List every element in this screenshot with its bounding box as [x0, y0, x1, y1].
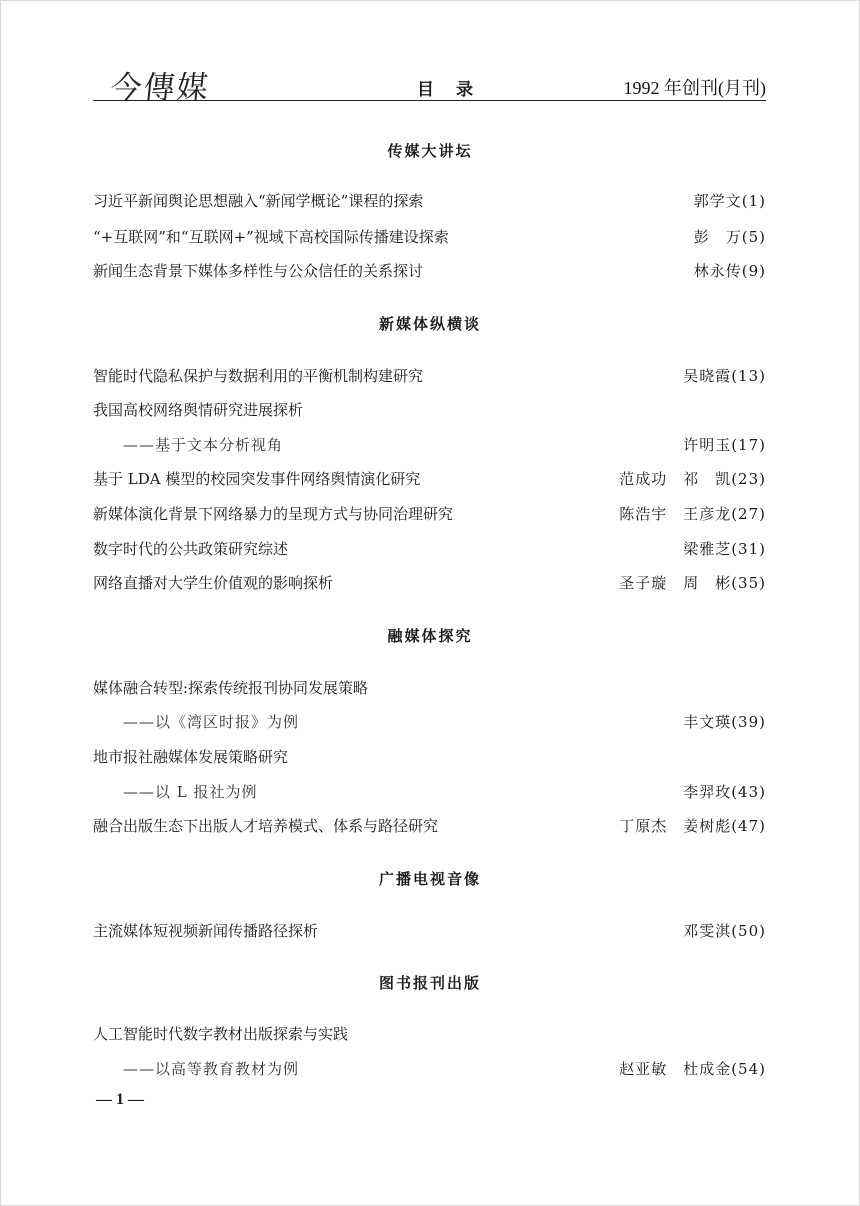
article-title: 数字时代的公共政策研究综述	[93, 540, 289, 558]
toc-entry-subtitle[interactable]	[93, 1057, 766, 1081]
article-author-page: 彭 万(5)	[693, 228, 766, 246]
article-title: “+互联网”和“互联网+”视域下高校国际传播建设探索	[93, 228, 449, 246]
toc-entry[interactable]	[93, 225, 766, 249]
toc-entry[interactable]	[93, 398, 766, 422]
toc-entry[interactable]	[93, 1022, 766, 1046]
article-author-page: 丰文瑛(39)	[683, 713, 766, 731]
article-author-page: 邓雯淇(50)	[683, 922, 766, 940]
toc-entry[interactable]	[93, 189, 766, 213]
article-title: 习近平新闻舆论思想融入“新闻学概论”课程的探索	[93, 192, 424, 210]
article-title: 我国高校网络舆情研究进展探析	[93, 401, 304, 419]
toc-entry-subtitle[interactable]	[93, 433, 766, 457]
article-author-page: 李羿玫(43)	[683, 783, 766, 801]
page-header	[93, 60, 766, 106]
article-author-page: 范成功 祁 凯(23)	[619, 470, 766, 488]
article-author-page: 许明玉(17)	[683, 436, 766, 454]
article-title: 网络直播对大学生价值观的影响探析	[93, 574, 334, 592]
article-title: 地市报社融媒体发展策略研究	[93, 748, 289, 766]
toc-entry[interactable]	[93, 814, 766, 838]
page-number: — 1 —	[96, 1091, 144, 1108]
article-title: 基于 LDA 模型的校园突发事件网络舆情演化研究	[93, 470, 421, 488]
section-title: 图书报刊出版	[378, 974, 481, 992]
article-subtitle: ——以 L 报社为例	[123, 783, 258, 801]
section-title: 新媒体纵横谈	[378, 315, 481, 333]
toc-entry[interactable]	[93, 676, 766, 700]
toc-entry[interactable]	[93, 537, 766, 561]
article-author-page: 陈浩宇 王彦龙(27)	[619, 505, 766, 523]
article-title: 媒体融合转型:探索传统报刊协同发展策略	[93, 679, 369, 697]
article-title: 智能时代隐私保护与数据利用的平衡机制构建研究	[93, 367, 424, 385]
article-author-page: 梁雅芝(31)	[683, 540, 766, 558]
toc-title: 目录	[417, 80, 495, 100]
toc-entry[interactable]	[93, 467, 766, 491]
toc-entry[interactable]	[93, 919, 766, 943]
article-subtitle: ——基于文本分析视角	[123, 436, 284, 454]
toc-entry[interactable]	[93, 259, 766, 283]
article-subtitle: ——以高等教育教材为例	[123, 1060, 300, 1078]
article-author-page: 赵亚敏 杜成金(54)	[619, 1060, 766, 1078]
article-title: 融合出版生态下出版人才培养模式、体系与路径研究	[93, 817, 439, 835]
toc-entry[interactable]	[93, 502, 766, 526]
article-author-page: 林永传(9)	[693, 262, 766, 280]
article-author-page: 丁原杰 姜树彪(47)	[619, 817, 766, 835]
toc-entry[interactable]	[93, 745, 766, 769]
section-title: 融媒体探究	[387, 627, 473, 645]
issue-info: 1992 年创刊(月刊)	[623, 78, 766, 98]
journal-logo: 今傳媒	[108, 70, 212, 106]
toc-entry-subtitle[interactable]	[93, 780, 766, 804]
section-title: 广播电视音像	[378, 870, 481, 888]
article-title: 人工智能时代数字教材出版探索与实践	[93, 1025, 349, 1043]
article-author-page: 郭学文(1)	[693, 192, 766, 210]
article-subtitle: ——以《湾区时报》为例	[123, 713, 300, 731]
article-title: 新媒体演化背景下网络暴力的呈现方式与协同治理研究	[93, 505, 454, 523]
article-title: 新闻生态背景下媒体多样性与公众信任的关系探讨	[93, 262, 424, 280]
article-author-page: 吴晓霞(13)	[683, 367, 766, 385]
article-author-page: 圣子璇 周 彬(35)	[619, 574, 766, 592]
toc-entry[interactable]	[93, 364, 766, 388]
toc-entry[interactable]	[93, 571, 766, 595]
article-title: 主流媒体短视频新闻传播路径探析	[93, 922, 319, 940]
section-title: 传媒大讲坛	[387, 142, 473, 160]
toc-entry-subtitle[interactable]	[93, 710, 766, 734]
